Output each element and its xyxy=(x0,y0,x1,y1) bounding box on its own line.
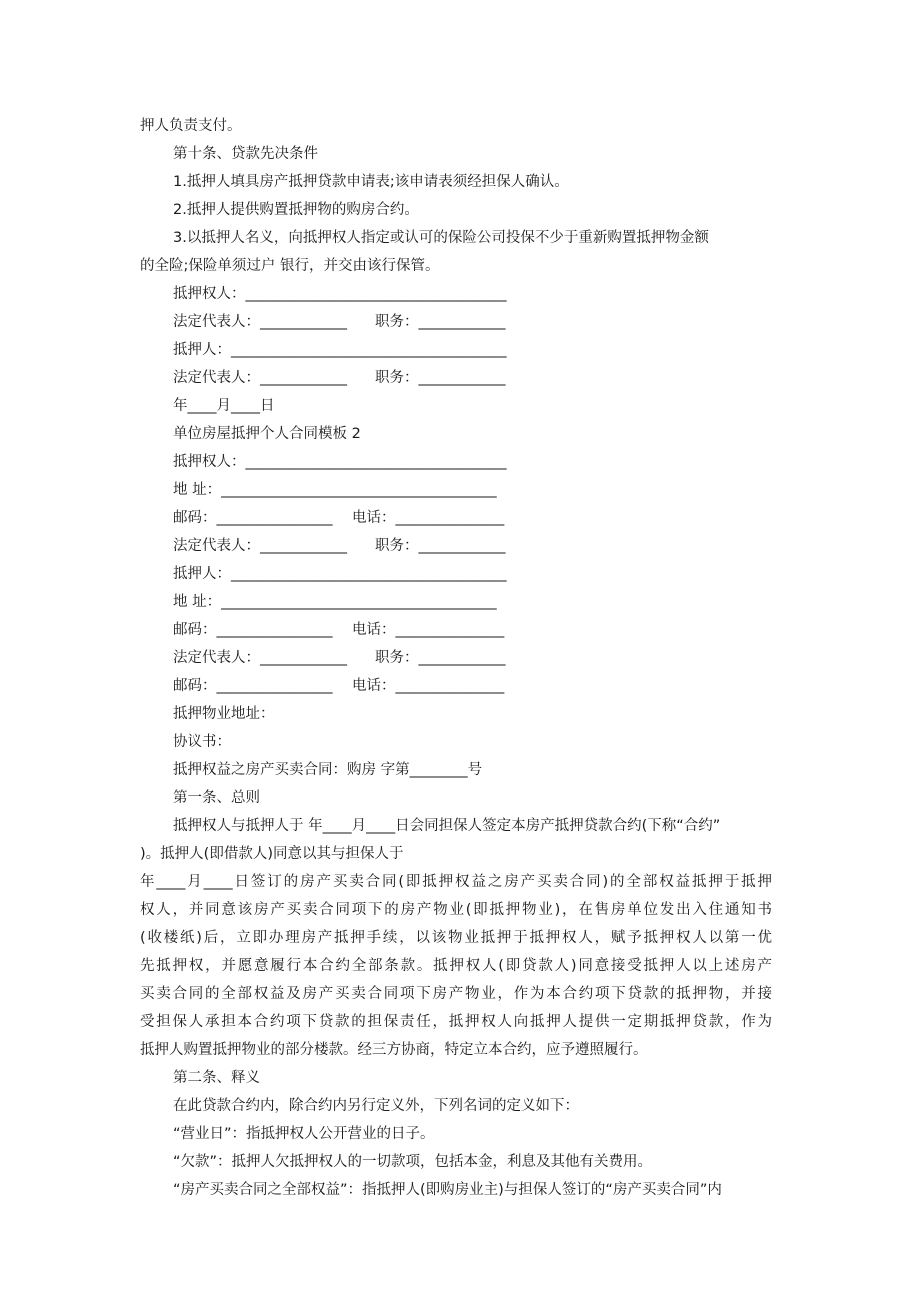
line-text: 受担保人承担本合约项下贷款的担保责任，抵押权人向抵押人提供一定期抵押贷款，作为 xyxy=(140,1014,772,1030)
field-text: 职务：____________ xyxy=(375,650,506,666)
party-field xyxy=(0,476,920,504)
line-text: (收楼纸)后，立即办理房产抵押手续，以该物业抵押于抵押权人，赋予抵押权人以第一优 xyxy=(140,930,772,946)
text-line xyxy=(0,728,920,756)
line-text: 第一条、总则 xyxy=(173,790,260,806)
field-text: 地 址：______________________________________ xyxy=(173,594,497,610)
field-text: 电话：_______________ xyxy=(352,510,505,526)
line-text: 在此贷款合约内，除合约内另行定义外，下列名词的定义如下： xyxy=(173,1098,579,1114)
field-text: 年____月____日 xyxy=(173,398,275,414)
date-field xyxy=(0,392,920,420)
text-line xyxy=(0,196,920,224)
line-text: )。抵押人(即借款人)同意以其与担保人于 xyxy=(140,846,404,862)
text-line xyxy=(0,812,920,840)
line-text: 抵押人购置抵押物业的部分楼款。经三方协商，特定立本合约，应予遵照履行。 xyxy=(140,1042,648,1058)
text-line xyxy=(0,756,920,784)
text-line xyxy=(0,840,920,868)
line-text: 2.抵押人提供购置抵押物的购房合约。 xyxy=(173,202,419,218)
line-text: 协议书： xyxy=(173,734,231,750)
party-field xyxy=(0,672,920,700)
text-line xyxy=(0,868,920,896)
section-heading xyxy=(0,784,920,812)
line-text: “营业日”：指抵押权人公开营业的日子。 xyxy=(173,1126,435,1142)
line-text: 权人，并同意该房产买卖合同项下的房产物业(即抵押物业)，在售房单位发出入住通知书 xyxy=(140,902,772,918)
line-text: “欠款”：抵押人欠抵押权人的一切款项，包括本金，利息及其他有关费用。 xyxy=(173,1154,653,1170)
field-text: 电话：_______________ xyxy=(352,622,505,638)
signature-field xyxy=(0,336,920,364)
field-text: 职务：____________ xyxy=(375,370,506,386)
party-field xyxy=(0,448,920,476)
field-text: 邮码：________________ xyxy=(173,678,333,694)
line-text: “房产买卖合同之全部权益”：指抵押人(即购房业主)与担保人签订的“房产买卖合同”内 xyxy=(173,1182,722,1198)
party-field xyxy=(0,560,920,588)
party-field xyxy=(0,504,920,532)
party-field xyxy=(0,588,920,616)
field-text: 法定代表人：____________ xyxy=(173,370,347,386)
field-text: 法定代表人：____________ xyxy=(173,314,347,330)
field-text: 邮码：________________ xyxy=(173,622,333,638)
field-text: 抵押人：______________________________________ xyxy=(173,342,507,358)
line-text: 的全险;保险单须过户 银行，并交由该行保管。 xyxy=(140,258,440,274)
text-line xyxy=(0,224,920,252)
section-heading xyxy=(0,140,920,168)
line-text: 抵押权人与抵押人于 年____月____日会同担保人签定本房产抵押贷款合约(下称“合约” xyxy=(173,818,721,834)
line-text: 抵押物业地址： xyxy=(173,706,275,722)
text-line xyxy=(0,952,920,980)
signature-field xyxy=(0,308,920,336)
line-text: 单位房屋抵押个人合同模板 2 xyxy=(173,426,361,442)
line-text: 押人负责支付。 xyxy=(140,118,242,134)
field-text: 抵押权人：____________________________________ xyxy=(173,454,507,470)
signature-field xyxy=(0,280,920,308)
field-text: 抵押权人：____________________________________ xyxy=(173,286,507,302)
text-line xyxy=(0,168,920,196)
text-line xyxy=(0,980,920,1008)
field-text: 邮码：________________ xyxy=(173,510,333,526)
line-text: 年____月____日签订的房产买卖合同(即抵押权益之房产买卖合同)的全部权益抵押于抵押 xyxy=(140,874,772,890)
party-field xyxy=(0,644,920,672)
text-line xyxy=(0,924,920,952)
field-text: 职务：____________ xyxy=(375,538,506,554)
section-heading xyxy=(0,1064,920,1092)
text-line xyxy=(0,1008,920,1036)
text-line xyxy=(0,700,920,728)
text-line xyxy=(0,896,920,924)
definition-line xyxy=(0,1120,920,1148)
text-line xyxy=(0,252,920,280)
party-field xyxy=(0,616,920,644)
line-text: 第十条、贷款先决条件 xyxy=(173,146,318,162)
field-text: 法定代表人：____________ xyxy=(173,650,347,666)
line-text: 先抵押权，并愿意履行本合约全部条款。抵押权人(即贷款人)同意接受抵押人以上述房产 xyxy=(140,958,772,974)
text-line xyxy=(0,1092,920,1120)
field-text: 职务：____________ xyxy=(375,314,506,330)
definition-line xyxy=(0,1148,920,1176)
line-text: 买卖合同的全部权益及房产买卖合同项下房产物业，作为本合约项下贷款的抵押物，并接 xyxy=(140,986,772,1002)
line-text: 1.抵押人填具房产抵押贷款申请表;该申请表须经担保人确认。 xyxy=(173,174,569,190)
signature-field xyxy=(0,364,920,392)
definition-line xyxy=(0,1176,920,1204)
field-text: 电话：_______________ xyxy=(352,678,505,694)
field-text: 抵押人：______________________________________ xyxy=(173,566,507,582)
line-text: 抵押权益之房产买卖合同：购房 字第________号 xyxy=(173,762,483,778)
line-text: 第二条、释义 xyxy=(173,1070,260,1086)
text-line xyxy=(0,1036,920,1064)
field-text: 地 址：______________________________________ xyxy=(173,482,497,498)
line-text: 3.以抵押人名义，向抵押权人指定或认可的保险公司投保不少于重新购置抵押物金额 xyxy=(173,230,709,246)
field-text: 法定代表人：____________ xyxy=(173,538,347,554)
party-field xyxy=(0,532,920,560)
template-title xyxy=(0,420,920,448)
text-line xyxy=(0,112,920,140)
